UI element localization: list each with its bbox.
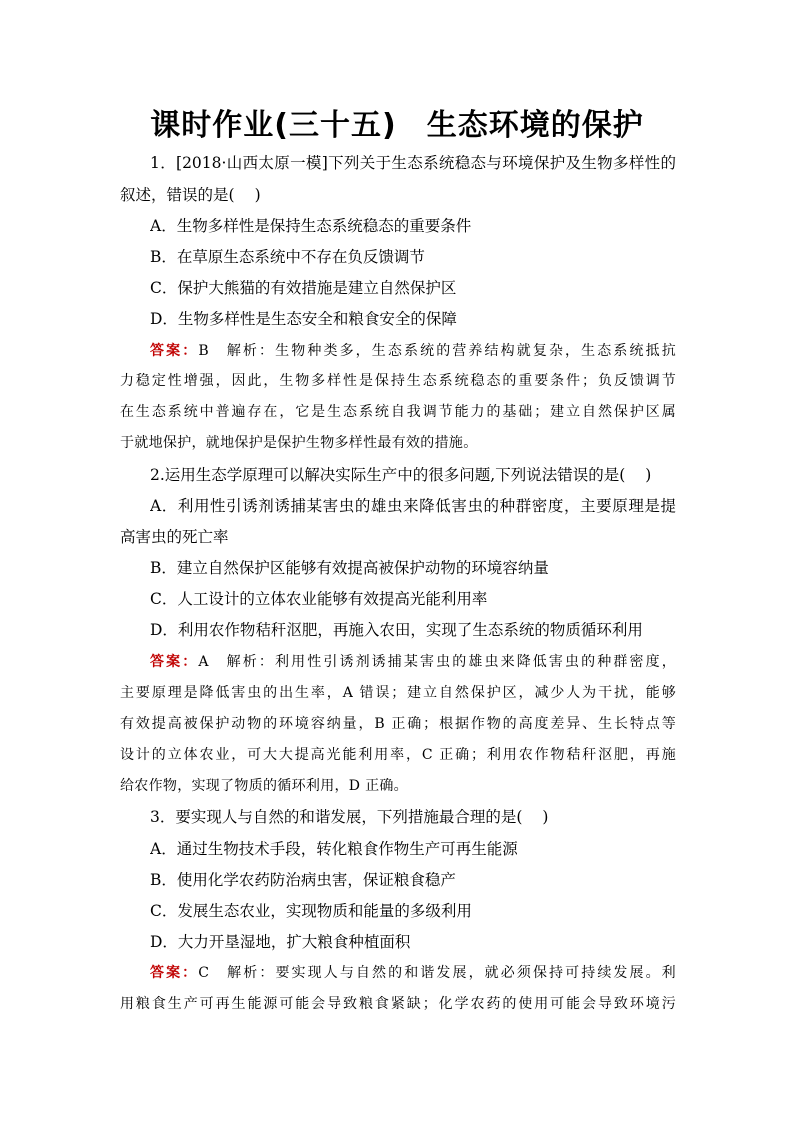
q3-stem-line-1: 3．要实现人与自然的和谐发展，下列措施最合理的是( ) <box>150 808 549 826</box>
q2-option-a-line-1: A．利用性引诱剂诱捕某害虫的雄虫来降低害虫的种群密度，主要原理是提 <box>150 497 676 515</box>
q1-answer-line-2: 力稳定性增强，因此，生物多样性是保持生态系统稳态的重要条件；负反馈调节 <box>120 373 676 389</box>
q2-answer-line-3: 有效提高被保护动物的环境容纳量，B 正确；根据作物的高度差异、生长特点等 <box>120 716 676 732</box>
q2-answer-line-4: 设计的立体农业，可大大提高光能利用率，C 正确；利用农作物秸秆沤肥，再施 <box>120 747 676 763</box>
answer-label: 答案： <box>150 965 199 981</box>
q2-answer-line-2: 主要原理是降低害虫的出生率，A 错误；建立自然保护区，减少人为干扰，能够 <box>120 685 676 701</box>
q2-option-a-line-2: 高害虫的死亡率 <box>120 528 229 546</box>
q1-option-b: B．在草原生态系统中不存在负反馈调节 <box>150 248 425 266</box>
q2-answer-line-1: 答案：A 解析：利用性引诱剂诱捕某害虫的雄虫来降低害虫的种群密度， <box>150 654 676 670</box>
answer-label: 答案： <box>150 343 199 359</box>
q3-answer-line-2: 用粮食生产可再生能源可能会导致粮食紧缺；化学农药的使用可能会导致环境污 <box>120 996 676 1012</box>
q1-answer-line-1: 答案：B 解析：生物种类多，生态系统的营养结构就复杂，生态系统抵抗 <box>150 343 676 359</box>
q1-answer-line-4: 于就地保护，就地保护是保护生物多样性最有效的措施。 <box>120 435 478 451</box>
q3-option-d: D．大力开垦湿地，扩大粮食种植面积 <box>150 933 411 951</box>
q1-option-d: D．生物多样性是生态安全和粮食安全的保障 <box>150 310 457 328</box>
q1-stem-line-2: 叙述，错误的是( ) <box>120 186 261 204</box>
q3-option-c: C．发展生态农业，实现物质和能量的多级利用 <box>150 902 472 920</box>
q1-option-c: C．保护大熊猫的有效措施是建立自然保护区 <box>150 279 457 297</box>
answer-label: 答案： <box>150 654 199 670</box>
q3-option-b: B．使用化学农药防治病虫害，保证粮食稳产 <box>150 871 456 889</box>
q3-option-a: A．通过生物技术手段，转化粮食作物生产可再生能源 <box>150 840 518 858</box>
title-left: 课时作业(三十五) <box>150 108 397 143</box>
page-title <box>0 100 794 144</box>
q3-answer-line-1: 答案：C 解析：要实现人与自然的和谐发展，就必须保持可持续发展。利 <box>150 965 676 981</box>
q1-stem-line-1: 1．[2018·山西太原一模]下列关于生态系统稳态与环境保护及生物多样性的 <box>150 154 676 172</box>
q2-option-d: D．利用农作物秸秆沤肥，再施入农田，实现了生态系统的物质循环利用 <box>150 621 643 639</box>
q1-answer-line-3: 在生态系统中普遍存在，它是生态系统自我调节能力的基础；建立自然保护区属 <box>120 404 676 420</box>
q2-answer-line-5: 给农作物，实现了物质的循环利用，D 正确。 <box>120 778 408 794</box>
title-right: 生态环境的保护 <box>426 108 644 143</box>
q2-option-b: B．建立自然保护区能够有效提高被保护动物的环境容纳量 <box>150 559 549 577</box>
q1-option-a: A．生物多样性是保持生态系统稳态的重要条件 <box>150 217 472 235</box>
q2-stem-line-1: 2.运用生态学原理可以解决实际生产中的很多问题,下列说法错误的是( ) <box>150 466 652 484</box>
q2-option-c: C．人工设计的立体农业能够有效提高光能利用率 <box>150 590 488 608</box>
